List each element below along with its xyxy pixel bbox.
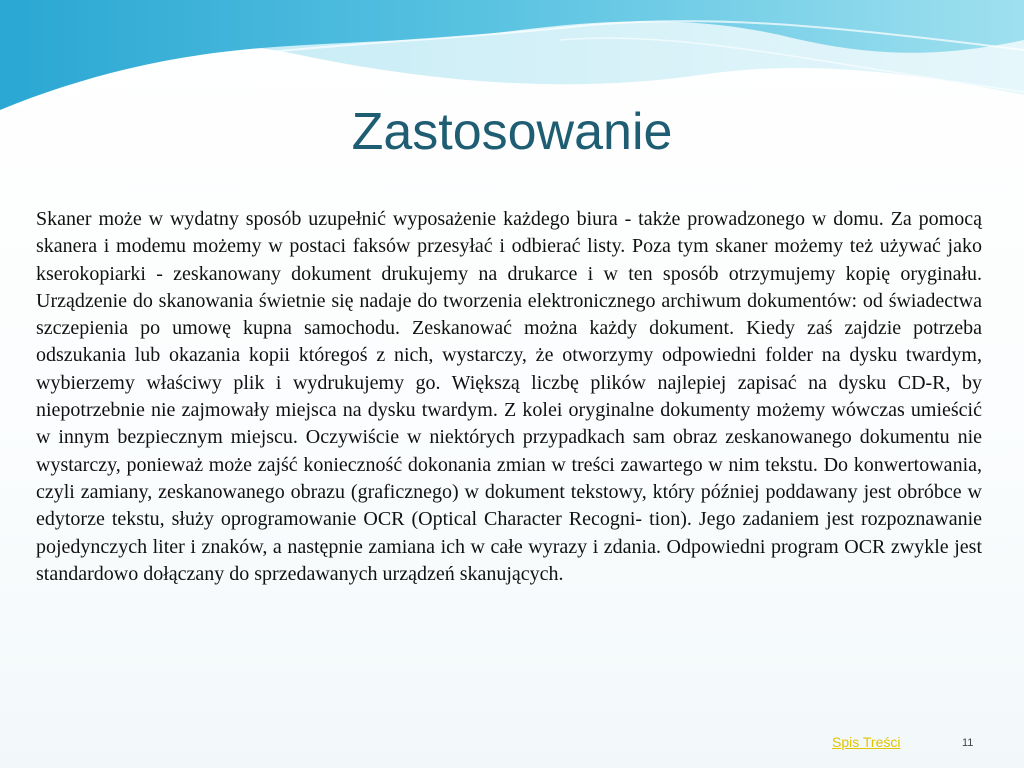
table-of-contents-link[interactable]: Spis Treści: [832, 734, 901, 750]
slide-body-text: Skaner może w wydatny sposób uzupełnić wyposażenie każdego biura - także prowadzonego w domu. Za pomocą skanera i modemu możemy w postaci faksów przesyłać i odbierać listy. Poza tym skaner możemy też używać jako kserokopiarki - zeskanowany dokument drukujemy na drukarce i w ten sposób otrzymujemy kopię oryginału. Urządzenie do skanowania świetnie się nadaje do tworzenia elektronicznego archiwum dokumentów: od świadectwa szczepienia po umowę kupna samochodu. Zeskanować można każdy dokument. Kiedy zaś zajdzie potrzeba odszukania lub okazania kopii któregoś z nich, wystarczy, że otworzymy odpowiedni folder na dysku twardym, wybierzemy właściwy plik i wydrukujemy go. Większą liczbę plików najlepiej zapisać na dysku CD-R, by niepotrzebnie nie zajmowały miejsca na dysku twardym. Z kolei oryginalne dokumenty możemy wówczas umieścić w innym bezpiecznym miejscu. Oczywiście w niektórych przypadkach sam obraz zeskanowanego dokumentu nie wystarczy, ponieważ może zajść konieczność dokonania zmian w treści zawartego w nim tekstu. Do konwertowania, czyli zamiany, zeskanowanego obrazu (graficznego) w dokument tekstowy, który później poddawany jest obróbce w edytorze tekstu, służy oprogramowanie OCR (Optical Character Recogni- tion). Jego zadaniem jest rozpoznawanie pojedynczych liter i znaków, a następnie zamiana ich w całe wyrazy i zdania. Odpowiedni program OCR zwykle jest standardowo dołączany do sprzedawanych urządzeń skanujących.: [36, 208, 982, 585]
slide-title: Zastosowanie: [351, 103, 673, 161]
page-number: 11: [962, 737, 974, 749]
